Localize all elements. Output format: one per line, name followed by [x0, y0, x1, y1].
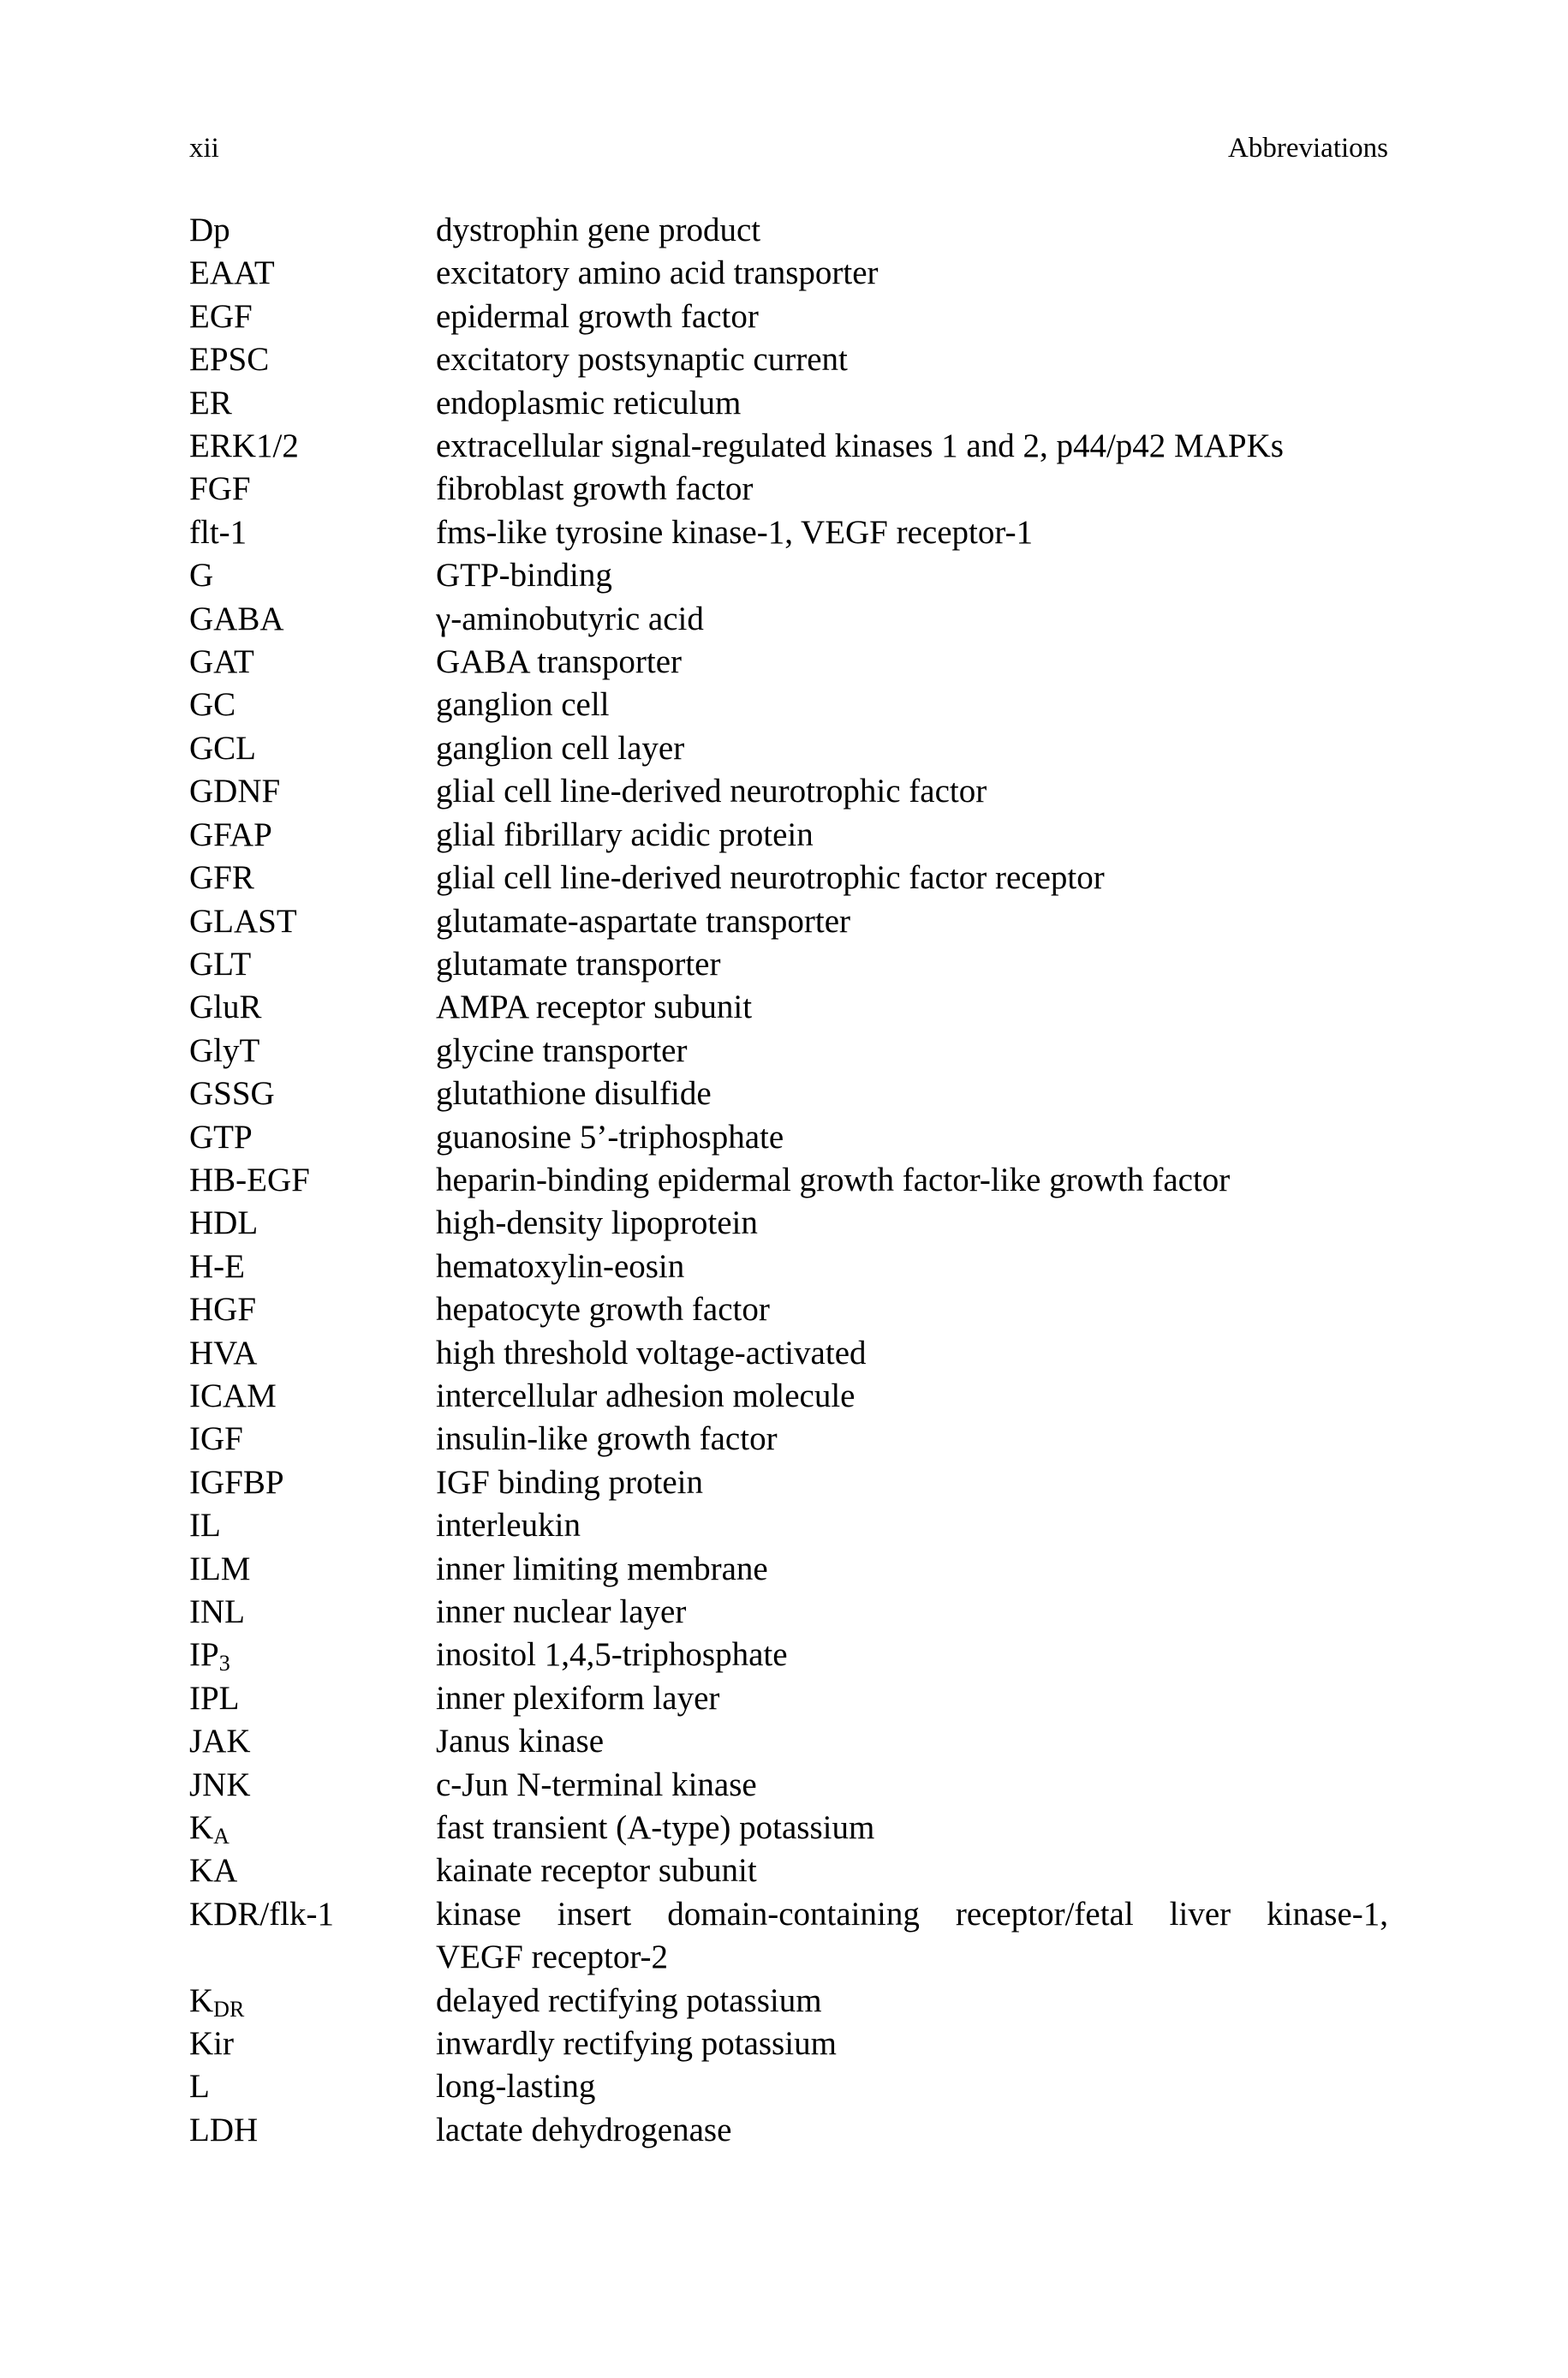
abbreviation-row [189, 1634, 1388, 1676]
abbreviation-definition: inner plexiform layer [436, 1679, 720, 1717]
abbreviation-row [189, 943, 1388, 986]
abbreviation-definition: extracellular signal-regulated kinases 1 and 2, p44/p42 MAPKs [436, 427, 1284, 465]
abbreviation-definition: excitatory amino acid transporter [436, 254, 879, 292]
abbreviation-row [189, 1030, 1388, 1072]
abbreviation-definition: inositol 1,4,5-triphosphate [436, 1636, 788, 1674]
abbreviation-definition: high threshold voltage-activated [436, 1334, 867, 1371]
abbreviation-row [189, 1072, 1388, 1115]
abbreviation-definition: glial fibrillary acidic protein [436, 816, 814, 853]
abbreviation-definition: intercellular adhesion molecule [436, 1377, 856, 1414]
abbreviation-definition: inner nuclear layer [436, 1593, 687, 1630]
abbreviation-row [189, 1591, 1388, 1634]
abbreviation-row [189, 1849, 1388, 1892]
abbreviation-row [189, 814, 1388, 857]
abbreviation-definition: fibroblast growth factor [436, 470, 754, 508]
abbreviation-row [189, 1332, 1388, 1375]
abbreviation-row [189, 684, 1388, 726]
abbreviation-term: KA [189, 1852, 238, 1890]
abbreviation-term: Dp [189, 212, 230, 248]
abbreviation-definition: epidermal growth factor [436, 297, 759, 335]
abbreviation-definition: glutamate transporter [436, 945, 721, 983]
abbreviation-row [189, 1720, 1388, 1763]
abbreviation-term: GTP [189, 1118, 253, 1156]
abbreviation-row [189, 1764, 1388, 1807]
definition-line-continued: VEGF receptor-2 [436, 1939, 669, 1976]
abbreviation-row [189, 1116, 1388, 1159]
page-header [189, 127, 1388, 170]
abbreviation-term: L [189, 2068, 210, 2106]
abbreviation-term: Kir [189, 2025, 234, 2063]
abbreviation-definition: dystrophin gene product [436, 212, 761, 248]
abbreviation-term: GAT [189, 643, 254, 681]
abbreviation-term: JNK [189, 1766, 251, 1803]
abbreviation-row [189, 252, 1388, 295]
abbreviation-definition: kainate receptor subunit [436, 1852, 757, 1890]
abbreviation-definition: ganglion cell layer [436, 729, 685, 767]
abbreviation-term: ERK1/2 [189, 427, 299, 465]
abbreviation-definition: lactate dehydrogenase [436, 2111, 732, 2148]
abbreviation-term: GSSG [189, 1075, 275, 1113]
term-subscript: A [213, 1824, 230, 1849]
abbreviation-row [189, 857, 1388, 899]
abbreviation-row [189, 1288, 1388, 1331]
abbreviation-term: EPSC [189, 341, 270, 379]
abbreviation-row [189, 2022, 1388, 2065]
abbreviation-row [189, 1677, 1388, 1720]
abbreviation-definition: γ-aminobutyric acid [436, 600, 704, 637]
abbreviation-definition: interleukin [436, 1507, 581, 1545]
term-base: K [189, 1981, 214, 2019]
abbreviation-row [189, 338, 1388, 381]
page-number: xii [189, 133, 219, 164]
abbreviation-definition: inner limiting membrane [436, 1550, 768, 1587]
abbreviation-row [189, 1807, 1388, 1849]
abbreviation-definition: heparin-binding epidermal growth factor-like growth factor [436, 1161, 1231, 1198]
abbreviation-definition: inwardly rectifying potassium [436, 2025, 837, 2063]
abbreviation-term: HGF [189, 1291, 257, 1329]
abbreviation-term [189, 1980, 436, 2022]
abbreviation-row [189, 1159, 1388, 1202]
abbreviation-term: ILM [189, 1550, 251, 1587]
abbreviation-definition: c-Jun N-terminal kinase [436, 1766, 757, 1803]
abbreviation-definition: guanosine 5’-triphosphate [436, 1118, 784, 1156]
abbreviation-row [189, 1375, 1388, 1418]
abbreviation-term: HB-EGF [189, 1161, 310, 1198]
abbreviation-term: HVA [189, 1334, 258, 1371]
abbreviation-term: IGFBP [189, 1463, 284, 1501]
abbreviation-row [189, 425, 1388, 468]
abbreviation-row [189, 554, 1388, 597]
abbreviation-term: KDR/flk-1 [189, 1895, 334, 1933]
abbreviation-row [189, 1246, 1388, 1288]
abbreviation-row [189, 1980, 1388, 2022]
abbreviation-term: IGF [189, 1420, 243, 1458]
abbreviation-term: JAK [189, 1723, 251, 1760]
abbreviation-row [189, 1202, 1388, 1245]
abbreviation-row [189, 986, 1388, 1029]
abbreviation-term: GluR [189, 989, 262, 1026]
abbreviation-row [189, 468, 1388, 511]
abbreviation-definition: hematoxylin-eosin [436, 1247, 685, 1285]
abbreviation-row [189, 209, 1388, 252]
abbreviation-term: IL [189, 1507, 221, 1545]
abbreviation-definition: long-lasting [436, 2068, 596, 2106]
abbreviation-definition [436, 1893, 1388, 1980]
abbreviation-row [189, 2109, 1388, 2152]
abbreviation-row [189, 598, 1388, 641]
abbreviation-row [189, 641, 1388, 684]
abbreviation-definition: glial cell line-derived neurotrophic factor [436, 773, 987, 810]
abbreviation-definition: high-density lipoprotein [436, 1204, 758, 1242]
abbreviation-definition: IGF binding protein [436, 1463, 703, 1501]
abbreviation-row [189, 1504, 1388, 1547]
abbreviation-term: FGF [189, 470, 251, 508]
term-subscript: 3 [218, 1651, 230, 1676]
abbreviation-term: GDNF [189, 773, 281, 810]
abbreviation-term [189, 1807, 436, 1849]
abbreviation-term: HDL [189, 1204, 259, 1242]
abbreviation-list [189, 209, 1388, 2152]
term-subscript: DR [213, 1996, 245, 2022]
abbreviation-row [189, 382, 1388, 425]
abbreviation-term: IPL [189, 1679, 240, 1717]
abbreviation-definition: insulin-like growth factor [436, 1420, 778, 1458]
abbreviation-definition: glutathione disulfide [436, 1075, 712, 1113]
abbreviation-term: H-E [189, 1247, 245, 1285]
abbreviation-definition: delayed rectifying potassium [436, 1981, 822, 2019]
abbreviation-definition: GABA transporter [436, 643, 683, 681]
abbreviation-term [189, 1634, 436, 1676]
abbreviation-term: GLAST [189, 902, 297, 940]
abbreviation-term: GlyT [189, 1031, 260, 1069]
abbreviation-definition: glutamate-aspartate transporter [436, 902, 851, 940]
abbreviation-row [189, 2065, 1388, 2108]
running-title: Abbreviations [1228, 133, 1388, 164]
abbreviation-row [189, 1548, 1388, 1591]
term-base: IP [189, 1636, 219, 1674]
abbreviation-row [189, 727, 1388, 770]
abbreviation-term: GABA [189, 600, 284, 637]
abbreviation-term: EAAT [189, 254, 275, 292]
abbreviation-row [189, 1893, 1388, 1980]
abbreviation-row [189, 900, 1388, 943]
abbreviation-term: LDH [189, 2111, 259, 2148]
definition-line: kinase insert domain-containing receptor/fetal liver kinase-1, [436, 1895, 1388, 1933]
abbreviation-term: GLT [189, 945, 252, 983]
abbreviation-term: GCL [189, 729, 256, 767]
abbreviation-term: GFAP [189, 816, 272, 853]
abbreviation-term: GFR [189, 859, 254, 897]
term-base: K [189, 1809, 214, 1847]
abbreviation-term: flt-1 [189, 513, 247, 551]
abbreviation-term: ER [189, 384, 232, 421]
abbreviation-definition: GTP-binding [436, 557, 612, 594]
abbreviation-definition: glial cell line-derived neurotrophic factor receptor [436, 859, 1105, 897]
abbreviation-row [189, 1461, 1388, 1504]
abbreviation-definition: AMPA receptor subunit [436, 989, 753, 1026]
abbreviation-definition: glycine transporter [436, 1031, 688, 1069]
abbreviation-definition: Janus kinase [436, 1723, 605, 1760]
abbreviation-term: G [189, 557, 214, 594]
abbreviation-row [189, 770, 1388, 813]
abbreviation-definition: ganglion cell [436, 686, 610, 724]
abbreviation-term: INL [189, 1593, 245, 1630]
abbreviation-term: EGF [189, 297, 253, 335]
abbreviation-row [189, 1418, 1388, 1461]
abbreviation-term: GC [189, 686, 236, 724]
abbreviation-row [189, 296, 1388, 338]
abbreviation-term: ICAM [189, 1377, 277, 1414]
abbreviation-definition: hepatocyte growth factor [436, 1291, 770, 1329]
abbreviation-definition: fms-like tyrosine kinase-1, VEGF receptor-1 [436, 513, 1034, 551]
abbreviation-definition: excitatory postsynaptic current [436, 341, 848, 379]
abbreviation-definition: fast transient (A-type) potassium [436, 1809, 875, 1847]
abbreviation-row [189, 511, 1388, 554]
abbreviation-definition: endoplasmic reticulum [436, 384, 742, 421]
